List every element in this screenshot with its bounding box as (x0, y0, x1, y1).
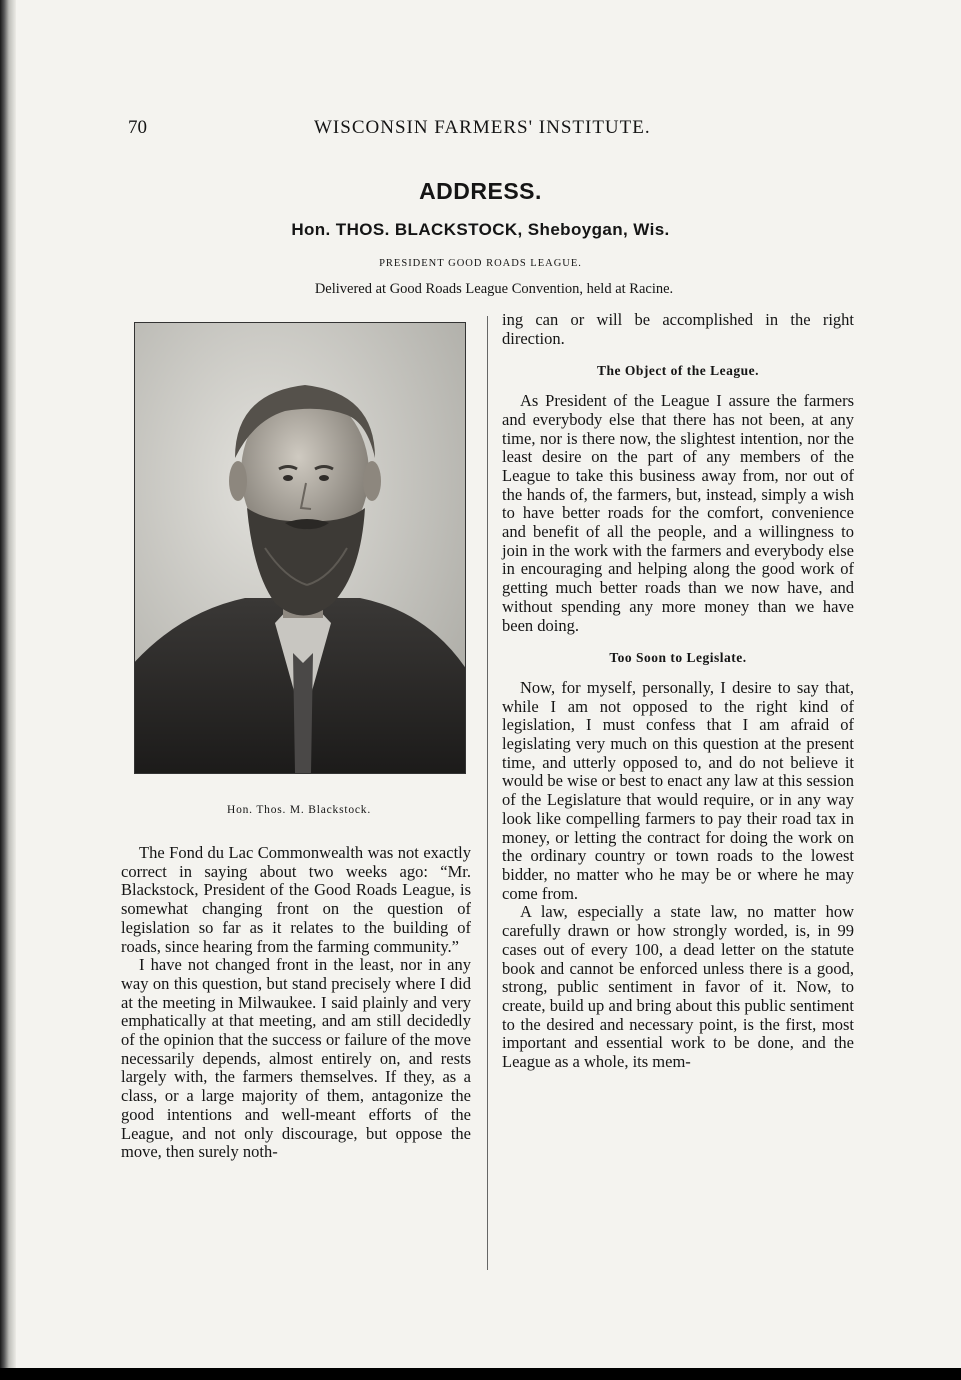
delivery-note: Delivered at Good Roads League Convention, held at Racine. (314, 281, 674, 297)
running-head (128, 117, 858, 141)
section-heading: Too Soon to Legislate. (609, 650, 747, 666)
right-column (502, 311, 854, 1072)
article-title: ADDRESS. (419, 178, 542, 204)
article-author: Hon. THOS. BLACKSTOCK, Sheboygan, Wis. (291, 220, 670, 239)
column-divider (487, 316, 488, 1270)
running-title: WISCONSIN FARMERS' INSTITUTE. (314, 117, 651, 138)
author-position: PRESIDENT GOOD ROADS LEAGUE. (379, 258, 582, 269)
section-heading: The Object of the League. (596, 363, 760, 379)
portrait-photo (134, 322, 466, 774)
paragraph: I have not changed front in the least, nor in any way on this question, but stand precisely where I did at the meeting in Milwaukee. I said plainly and very emphatically at that meeting, and am still decidedly of the opinion that the success or failure of the move necessarily depends, almost entirely on, and rests largely with, the farmers themselves. If they, as a class, or a large majority of them, antagonize the good intentions and well-meant efforts of the League, and not only discourage, but oppose the move, then surely noth- (121, 955, 471, 1162)
page-binding-shadow (0, 0, 16, 1380)
page-number: 70 (128, 117, 147, 138)
scan-bottom-edge (0, 1368, 961, 1380)
left-column (121, 844, 471, 1162)
paragraph: As President of the League I assure the farmers and everybody else that there has not been, at any time, nor is there now, the slightest intention, nor the least desire on the part of any members of the League to take this business away from, nor out of the hands of, the farmers, but, instead, simply a wish to have better roads for the comfort, convenience and benefit of all the people, and a willingness to join in the work with the farmers and everybody else in encouraging and helping along the good work of getting much better roads than we now have, and without spending any more money than we have been doing. (502, 391, 854, 635)
paragraph: Now, for myself, personally, I desire to say that, while I am not opposed to the right kind of legislation, I must confess that I am afraid of legislating very much on this question at the present time, and utterly opposed to, and do not believe it would be wise or best to enact any law at this session of the Legislature that would require, or in any way look like compelling farmers to pay their road tax in money, or letting the contract for doing the work on the ordinary country or town roads to the lowest bidder, no matter who he may be or where he may come from. (502, 677, 854, 903)
paragraph: The Fond du Lac Commonwealth was not exactly correct in saying about two weeks ago: “Mr. Blackstock, President of the Good Roads League, is somewhat changing front on the question of legislation so far as it relates to the building of roads, since hearing from the farming community.” (121, 843, 471, 956)
portrait-caption: Hon. Thos. M. Blackstock. (226, 804, 372, 816)
paragraph-continuation: ing can or will be accomplished in the right direction. (502, 310, 854, 348)
paragraph: A law, especially a state law, no matter how carefully drawn or how strongly worded, is, in 99 cases out of every 100, a dead letter on the statute book and cannot be enforced unless there is a good, strong, public sentiment in favor of it. Now, to create, build up and bring about this public sentiment to the desired and necessary point, is the first, most important and essential work to be done, and the League as a whole, its mem- (502, 902, 854, 1072)
portrait-image (135, 323, 465, 773)
